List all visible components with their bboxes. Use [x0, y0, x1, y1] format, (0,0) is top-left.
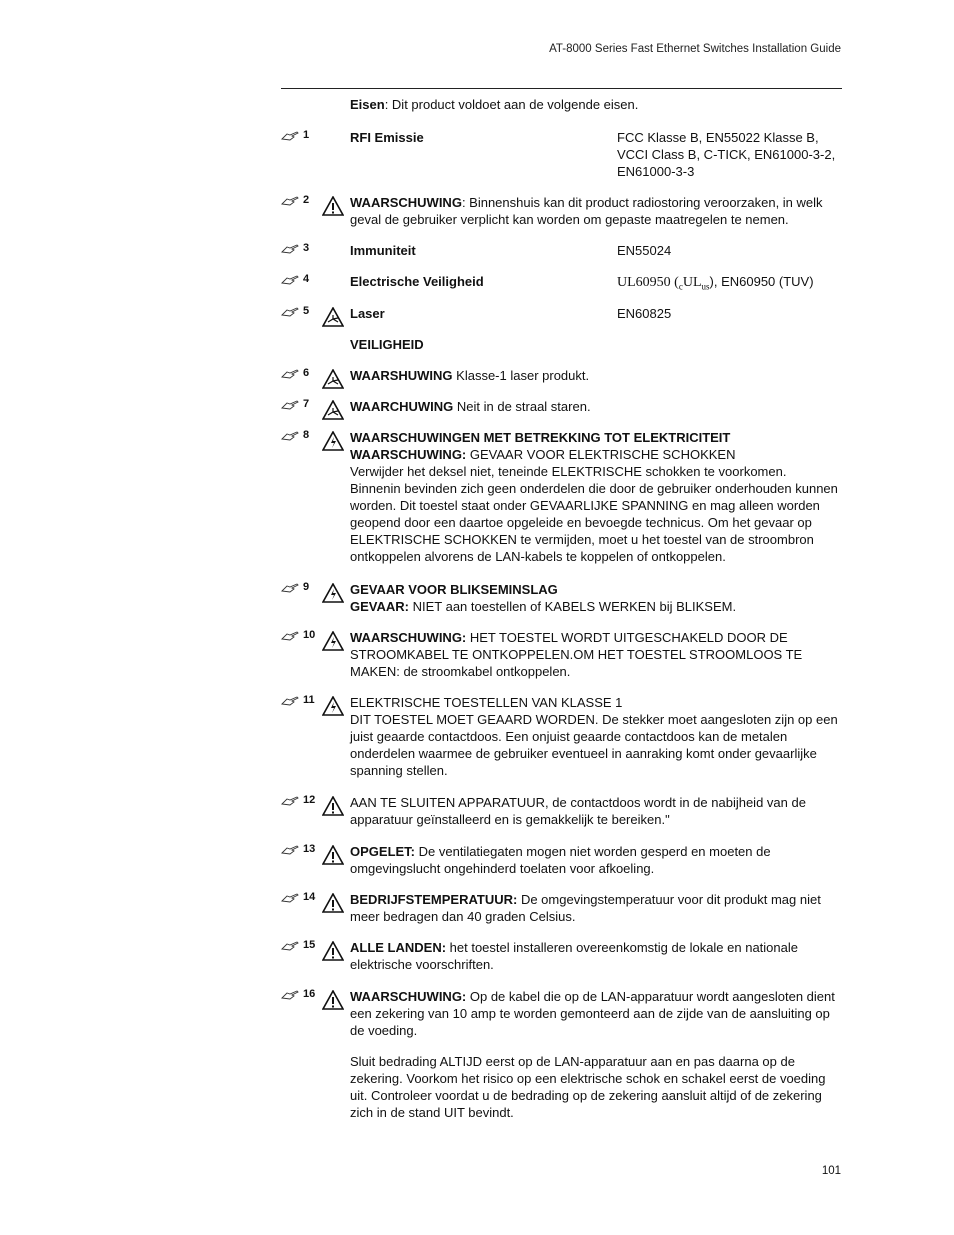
item-text: WAARSCHUWINGEN MET BETREKKING TOT ELEKTRICITEIT WAARSCHUWING: GEVAAR VOOR ELEKTRISCHE SCHOKKEN Verwijder het deksel niet, teneinde ELEKTRISCHE schokken te voorkomen. Binnenin bevinden zich geen onderdelen die door de gebruiker onderhouden kunnen worden. Dit toestel staat onder GEVAARLIJKE SPANNING en mag alleen worden geopend door een daartoe opgeleide en bevoegde technicus. Om het gevaar op ELEKTRISCHE SCHOKKEN te vermijden, moet u het toestel van de stroombron ontkoppelen alvorens de LAN-kabels te koppelen of ontkoppelen. — [350, 430, 838, 564]
item-text: ALLE LANDEN: het toestel installeren overeenkomstig de lokale en nationale elektrische voorschriften. — [350, 940, 798, 972]
pointing-hand-icon — [281, 195, 299, 207]
item-text: WAARSHUWING Klasse-1 laser produkt. — [350, 368, 590, 383]
item-number: 15 — [303, 939, 316, 951]
laser-warning-icon — [322, 369, 344, 389]
item-text: AAN TE SLUITEN APPARATUUR, de contactdoos wordt in de nabijheid van de apparatuur geïnstalleerd en is gemakkelijk te bereiken." — [350, 795, 806, 827]
laser-warning-icon — [322, 307, 344, 327]
warning-triangle-icon — [322, 893, 344, 913]
electric-hazard-icon — [322, 631, 344, 651]
electric-hazard-icon — [322, 583, 344, 603]
electric-hazard-icon — [322, 431, 344, 451]
electric-hazard-icon — [322, 696, 344, 716]
header-rule — [281, 88, 842, 89]
item-text: GEVAAR VOOR BLIKSEMINSLAG GEVAAR: NIET aan toestellen of KABELS WERKEN bij BLIKSEM. — [350, 582, 737, 614]
item-number: 2 — [303, 194, 310, 206]
pointing-hand-icon — [281, 989, 299, 1001]
running-header: AT-8000 Series Fast Ethernet Switches Installation Guide — [549, 43, 841, 55]
warning-triangle-icon — [322, 941, 344, 961]
item-label: Laser — [350, 306, 385, 321]
item-label: Electrische Veiligheid — [350, 274, 484, 289]
item-value: EN60825 — [617, 306, 672, 321]
item-number: 11 — [303, 694, 315, 706]
intro-text: Eisen: Dit product voldoet aan de volgende eisen. — [350, 97, 639, 112]
item-value: UL60950 $(_cUL_{us})$, EN60950 (TUV) — [617, 274, 814, 292]
pointing-hand-icon — [281, 795, 299, 807]
item-number: 3 — [303, 242, 310, 254]
item-number: 7 — [303, 398, 310, 410]
pointing-hand-icon — [281, 892, 299, 904]
item-value: FCC Klasse B, EN55022 Klasse B, VCCI Class B, C-TICK, EN61000-3-2, EN61000-3-3 — [617, 130, 836, 179]
pointing-hand-icon — [281, 243, 299, 255]
pointing-hand-icon — [281, 940, 299, 952]
pointing-hand-icon — [281, 844, 299, 856]
item-number: 16 — [303, 988, 316, 1000]
pointing-hand-icon — [281, 399, 299, 411]
item-text: WAARSCHUWING: Binnenshuis kan dit product radiostoring veroorzaken, in welk geval de gebruiker verplicht kan worden om gepaste maatregelen te nemen. — [350, 195, 823, 227]
pointing-hand-icon — [281, 430, 299, 442]
warning-triangle-icon — [322, 845, 344, 865]
pointing-hand-icon — [281, 630, 299, 642]
item-number: 10 — [303, 629, 316, 641]
item-number: 4 — [303, 273, 310, 285]
item-number: 9 — [303, 581, 310, 593]
item-number: 14 — [303, 891, 316, 903]
item-text: OPGELET: De ventilatiegaten mogen niet worden gesperd en moeten de omgevingslucht ongehinderd toelaten voor afkoeling. — [350, 844, 771, 876]
pointing-hand-icon — [281, 368, 299, 380]
item-label: RFI Emissie — [350, 130, 424, 145]
item-label: Immuniteit — [350, 243, 416, 258]
page-number: 101 — [821, 1165, 841, 1177]
pointing-hand-icon — [281, 274, 299, 286]
item-text: WAARCHUWING Neit in de straal staren. — [350, 399, 591, 414]
item-text: BEDRIJFSTEMPERATUUR: De omgevingstemperatuur voor dit produkt mag niet meer bedragen dan 40 graden Celsius. — [350, 892, 821, 924]
item-number: 12 — [303, 794, 316, 806]
item-number: 1 — [303, 129, 310, 141]
pointing-hand-icon — [281, 130, 299, 142]
item-text: WAARSCHUWING: Op de kabel die op de LAN-apparatuur wordt aangesloten dient een zekering van 10 amp te worden gemonteerd aan de zijde van de aansluiting op de voeding. Sluit bedrading ALTIJD eerst op de LAN-apparatuur aan en pas daarna op de zekering. Voorkom het risico op een elektrische schok en schakel eerst de voeding uit. Controleer voordat u de bedrading op de zekering aansluit altijd of de zekering zich in de stand UIT bevindt. — [350, 989, 835, 1120]
warning-triangle-icon — [322, 990, 344, 1010]
warning-triangle-icon — [322, 196, 344, 216]
pointing-hand-icon — [281, 695, 299, 707]
item-number: 5 — [303, 305, 310, 317]
item-text: WAARSCHUWING: HET TOESTEL WORDT UITGESCHAKELD DOOR DE STROOMKABEL TE ONTKOPPELEN.OM HET TOESTEL STROOMLOOS TE MAKEN: de stroomkabel ontkoppelen. — [350, 630, 803, 679]
pointing-hand-icon — [281, 582, 299, 594]
warning-triangle-icon — [322, 796, 344, 816]
pointing-hand-icon — [281, 306, 299, 318]
item-number: 6 — [303, 367, 310, 379]
laser-warning-icon — [322, 400, 344, 420]
item-value: EN55024 — [617, 243, 672, 258]
item-text: ELEKTRISCHE TOESTELLEN VAN KLASSE 1 DIT TOESTEL MOET GEAARD WORDEN. De stekker moet aangesloten zijn op een juist geaarde contactdoos. Een onjuist geaarde contactdoos kan de metalen onderdelen waarmee de gebruiker eventueel in aanraking komt onder gevaarlijke spanning stellen. — [350, 695, 838, 778]
item-number: 13 — [303, 843, 316, 855]
item-number: 8 — [303, 429, 310, 441]
